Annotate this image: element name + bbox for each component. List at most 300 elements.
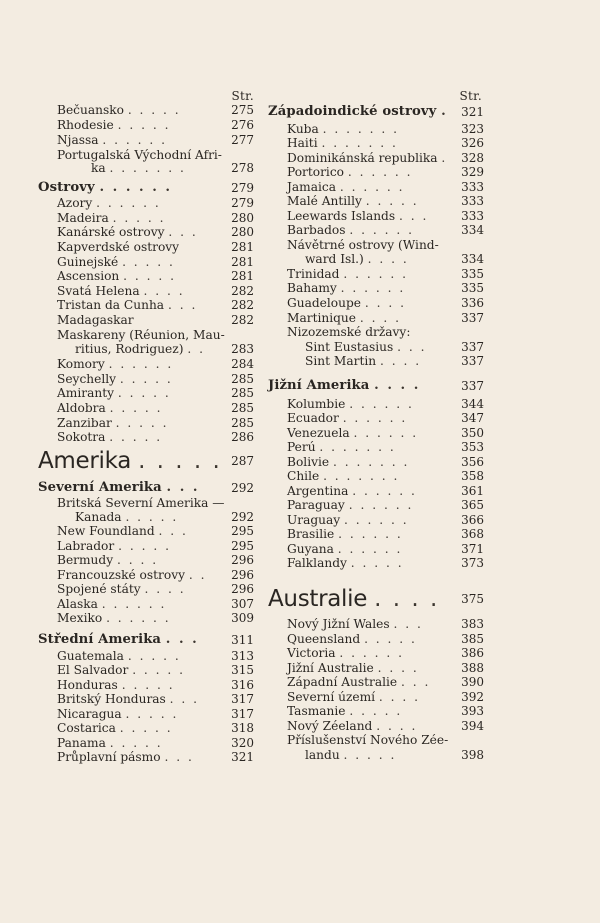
toc-leader-dots: . . . . . <box>117 386 171 400</box>
toc-leader-dots: . . . <box>399 209 429 223</box>
toc-page-number: 278 <box>231 161 254 175</box>
toc-entry-title <box>305 748 396 763</box>
toc-entry-text: Argentina <box>287 484 349 498</box>
toc-leader-dots: . . . . . <box>119 372 173 386</box>
toc-entry-title <box>287 267 408 282</box>
toc-entry-text: Haiti <box>287 136 318 150</box>
toc-entry-text: Britská Severní Amerika — <box>57 496 225 510</box>
toc-page-number: 313 <box>231 649 254 663</box>
page-column-header: Str. <box>231 89 254 103</box>
toc-leader-dots: . . . <box>165 632 199 647</box>
toc-page-number: 317 <box>231 707 254 721</box>
toc-leader-dots: . . . . . <box>365 194 419 208</box>
toc-entry-title <box>268 379 420 394</box>
toc-leader-dots: . . . . . <box>125 510 179 524</box>
toc-entry-title <box>38 481 200 496</box>
toc-entry-text: Labrador <box>57 539 115 553</box>
toc-entry-title <box>287 733 448 748</box>
toc-page-number: 275 <box>231 103 254 117</box>
toc-entry-title <box>287 426 418 441</box>
toc-leader-dots: . . <box>187 342 205 356</box>
toc-entry-title <box>57 118 171 133</box>
toc-leader-dots: . . . . . <box>349 704 403 718</box>
toc-leader-dots: . . . . . <box>132 663 186 677</box>
toc-entry-text: Svatá Helena <box>57 284 140 298</box>
toc-entry-text: Falklandy <box>287 556 347 570</box>
toc-leader-dots: . . . . . <box>118 539 171 553</box>
toc-leader-dots: . . . . . <box>138 448 222 474</box>
toc-entry-title <box>287 675 430 690</box>
toc-page-number: 296 <box>231 553 254 567</box>
toc-entry-title <box>305 354 421 369</box>
toc-entry-title <box>57 692 199 707</box>
toc-entry-title <box>57 240 179 255</box>
toc-entry-text: Rhodesie <box>57 118 114 132</box>
toc-entry-title <box>287 281 405 296</box>
toc-entry-text: Madeira <box>57 211 109 225</box>
toc-leader-dots: . . . . . . . <box>109 161 186 175</box>
toc-entry-title <box>57 597 166 612</box>
toc-entry-text: Panama <box>57 736 106 750</box>
toc-entry-title <box>57 524 188 539</box>
toc-leader-dots: . . . . . <box>122 255 175 269</box>
toc-entry-text: Ecuador <box>287 411 339 425</box>
toc-entry-text: Tasmanie <box>287 704 346 718</box>
toc-entry-title <box>287 469 399 484</box>
toc-page-number: 335 <box>461 267 484 281</box>
toc-entry-text: Nicaragua <box>57 707 122 721</box>
toc-page-number: 317 <box>231 692 254 706</box>
toc-entry-text: Malé Antilly <box>287 194 362 208</box>
toc-leader-dots: . . . . . . <box>337 542 403 556</box>
toc-entry-title <box>287 209 428 224</box>
toc-page-number: 326 <box>461 136 484 150</box>
toc-entry-title <box>57 663 185 678</box>
toc-page-number: 333 <box>461 209 484 223</box>
toc-page-number: 280 <box>231 211 254 225</box>
toc-page-number: 284 <box>231 357 254 371</box>
toc-entry-text: Kapverdské ostrovy <box>57 240 180 254</box>
toc-entry-text: Nový Jižní Wales <box>287 617 390 631</box>
toc-leader-dots: . . . . . <box>125 707 179 721</box>
toc-entry-title <box>57 416 169 431</box>
toc-entry-text: Barbados <box>287 223 346 237</box>
toc-leader-dots: . . . . <box>359 311 401 325</box>
toc-entry-title <box>268 105 448 120</box>
toc-leader-dots: . . . . . . <box>339 646 405 660</box>
toc-entry-text: Nový Zéeland <box>287 719 373 733</box>
toc-leader-dots: . . . . . <box>350 556 404 570</box>
toc-entry-title <box>287 704 402 719</box>
toc-leader-dots: . . . . . <box>123 269 177 283</box>
toc-entry-title <box>287 455 409 470</box>
toc-entry-text: Kuba <box>287 122 319 136</box>
toc-leader-dots: . . . . . . <box>349 223 415 237</box>
toc-entry-text: Severní území <box>287 690 376 704</box>
toc-entry-title <box>57 284 185 299</box>
toc-page-number: 285 <box>231 386 254 400</box>
toc-page-number: 323 <box>461 122 484 136</box>
toc-page-number: 383 <box>461 617 484 631</box>
toc-leader-dots: . . . . . <box>127 649 181 663</box>
toc-page-number: 280 <box>231 225 254 239</box>
toc-page-number: 371 <box>461 542 484 556</box>
toc-page-number: 285 <box>231 401 254 415</box>
toc-entry-title <box>57 568 206 583</box>
toc-entry-text: Sint Eustasius <box>305 340 394 354</box>
toc-entry-text: Severní Amerika <box>38 480 162 495</box>
toc-entry-title <box>287 136 398 151</box>
toc-leader-dots: . . . . . . <box>349 397 414 411</box>
toc-page-number: 279 <box>231 196 254 210</box>
toc-entry-text: Návětrné ostrovy (Wind- <box>287 238 439 252</box>
toc-leader-dots: . . <box>188 568 207 582</box>
toc-entry-text: Sint Martin <box>305 354 377 368</box>
toc-page-number: 335 <box>461 281 484 295</box>
toc-entry-text: ritius, Rodriguez) <box>75 342 184 356</box>
toc-leader-dots: . . . . . <box>115 416 169 430</box>
toc-leader-dots: . . . . . . <box>96 196 161 210</box>
toc-leader-dots: . . . <box>169 692 200 706</box>
toc-page-number: 287 <box>231 454 254 468</box>
toc-leader-dots: . . . . . . <box>353 426 419 440</box>
toc-entry-title <box>75 342 205 357</box>
toc-leader-dots: . . . . <box>376 719 418 733</box>
toc-entry-title <box>287 632 417 647</box>
toc-leader-dots: . . . . . . . <box>319 440 396 454</box>
toc-page-number: 392 <box>461 690 484 704</box>
toc-entry-title <box>287 397 414 412</box>
toc-entry-title <box>57 750 194 765</box>
toc-entry-text: Příslušenství Nového Zée- <box>287 733 449 747</box>
toc-page-number: 277 <box>231 133 254 147</box>
toc-leader-dots: . . . <box>168 225 198 239</box>
toc-entry-text: landu <box>305 748 340 762</box>
toc-leader-dots: . . . . . . <box>343 267 408 281</box>
toc-entry-title <box>287 440 396 455</box>
toc-entry-title <box>287 617 423 632</box>
toc-entry-text: Kolumbie <box>287 397 346 411</box>
toc-entry-text: Amiranty <box>57 386 114 400</box>
toc-page-number: 386 <box>461 646 484 660</box>
toc-leader-dots: . . . . <box>377 661 419 675</box>
toc-leader-dots: . . . . <box>116 553 159 567</box>
toc-entry-text: Kanárské ostrovy <box>57 225 165 239</box>
toc-entry-title <box>57 255 175 270</box>
toc-entry-title <box>57 357 173 372</box>
toc-entry-text: Zanzibar <box>57 416 112 430</box>
toc-page-number: 344 <box>461 397 484 411</box>
toc-leader-dots: . . . . . . <box>347 165 413 179</box>
toc-page-number: 333 <box>461 180 484 194</box>
toc-leader-dots: . . . . . . <box>340 281 406 295</box>
toc-page-number: 336 <box>461 296 484 310</box>
toc-page-number: 296 <box>231 568 254 582</box>
toc-entry-title <box>75 510 178 525</box>
toc-entry-text: New Foundland <box>57 524 155 538</box>
toc-leader-dots: . . . . . . . <box>323 469 400 483</box>
toc-leader-dots: . . . . . . <box>348 498 414 512</box>
toc-entry-title <box>57 401 162 416</box>
toc-entry-title <box>57 211 166 226</box>
toc-page-number: 282 <box>231 284 254 298</box>
toc-leader-dots: . . . . . <box>364 632 417 646</box>
toc-entry-text: Aldobra <box>57 401 106 415</box>
toc-entry-title <box>287 296 406 311</box>
toc-page-number: 296 <box>231 582 254 596</box>
toc-page-number: 295 <box>231 539 254 553</box>
toc-page-number: 292 <box>231 510 254 524</box>
toc-entry-text: Jižní Amerika <box>268 378 370 393</box>
toc-leader-dots: . . . . . . <box>344 513 409 527</box>
toc-leader-dots: . . . . . . <box>342 411 408 425</box>
toc-entry-text: Bečuansko <box>57 103 124 117</box>
toc-entry-text: Venezuela <box>287 426 350 440</box>
toc-entry-text: Portorico <box>287 165 344 179</box>
toc-page-number: 318 <box>231 721 254 735</box>
toc-entry-text: Njassa <box>57 133 99 147</box>
toc-page-number: 393 <box>461 704 484 718</box>
toc-entry-text: Západoindické ostrovy <box>268 104 437 119</box>
toc-page-number: 320 <box>231 736 254 750</box>
toc-leader-dots: . . . . <box>379 354 422 368</box>
toc-entry-text: Bolivie <box>287 455 330 469</box>
toc-leader-dots: . . . . . . <box>101 597 167 611</box>
toc-leader-dots: . . . . <box>143 284 185 298</box>
toc-leader-dots: . . . . . . . <box>321 136 398 150</box>
toc-entry-text: Brasilie <box>287 527 335 541</box>
toc-entry-title <box>287 646 404 661</box>
toc-leader-dots: . . . . . . <box>108 357 174 371</box>
toc-entry-title <box>287 527 403 542</box>
toc-leader-dots: . . . . <box>364 296 406 310</box>
toc-page-number: 276 <box>231 118 254 132</box>
toc-entry-title <box>57 313 134 328</box>
toc-entry-title <box>305 252 409 267</box>
toc-leader-dots: . . . . . . <box>99 180 172 195</box>
toc-page-number: 373 <box>461 556 484 570</box>
toc-page-number: 285 <box>231 416 254 430</box>
toc-page-number: 356 <box>461 455 484 469</box>
toc-page-number: 286 <box>231 430 254 444</box>
toc-entry-title <box>287 122 399 137</box>
toc-entry-title <box>57 553 158 568</box>
toc-entry-title <box>57 582 186 597</box>
toc-entry-text: Tristan da Cunha <box>57 298 165 312</box>
toc-leader-dots: . . . . . <box>127 103 181 117</box>
toc-entry-title <box>57 707 178 722</box>
toc-leader-dots: . . . <box>393 617 423 631</box>
toc-entry-text: Chile <box>287 469 320 483</box>
toc-entry-text: Guyana <box>287 542 334 556</box>
toc-leader-dots: . . . . . <box>109 736 163 750</box>
toc-entry-text: Nizozemské državy: <box>287 325 411 339</box>
toc-page-number: 347 <box>461 411 484 425</box>
toc-entry-title <box>305 340 427 355</box>
toc-entry-title <box>287 411 407 426</box>
toc-entry-title <box>287 223 414 238</box>
toc-page-number: 282 <box>231 298 254 312</box>
toc-page-number: 361 <box>461 484 484 498</box>
toc-entry-text: Spojené státy <box>57 582 141 596</box>
toc-leader-dots: . . . <box>167 298 198 312</box>
toc-entry-text: Portugalská Východní Afri- <box>57 148 222 162</box>
toc-entry-text: Trinidad <box>287 267 340 281</box>
toc-leader-dots: . . . <box>397 340 427 354</box>
toc-leader-dots: . . . <box>401 675 431 689</box>
toc-entry-text: Jamaica <box>287 180 336 194</box>
toc-entry-text: Martinique <box>287 311 356 325</box>
toc-entry-text: Bahamy <box>287 281 337 295</box>
toc-entry-title <box>57 328 225 343</box>
toc-entry-text: Amerika <box>38 448 132 474</box>
toc-entry-text: Sokotra <box>57 430 106 444</box>
toc-page-number: 366 <box>461 513 484 527</box>
toc-leader-dots: . . . . . . . <box>332 455 410 469</box>
toc-leader-dots: . . . . <box>367 252 409 266</box>
toc-entry-text: Guinejské <box>57 255 119 269</box>
toc-entry-title <box>287 165 413 180</box>
toc-page-number: 311 <box>231 633 254 647</box>
toc-page-number: 329 <box>461 165 484 179</box>
toc-entry-text: Střední Amerika <box>38 632 162 647</box>
toc-entry-title <box>268 586 440 612</box>
toc-leader-dots: . . . . . <box>121 678 175 692</box>
toc-entry-text: Alaska <box>57 597 98 611</box>
toc-entry-title <box>57 269 176 284</box>
toc-page-number: 337 <box>461 311 484 325</box>
toc-leader-dots: . . . . . . <box>106 611 171 625</box>
toc-entry-text: Seychelly <box>57 372 117 386</box>
toc-leader-dots: . . . . . . . <box>322 122 400 136</box>
toc-page-number: 365 <box>461 498 484 512</box>
toc-leader-dots: . <box>441 151 448 165</box>
toc-entry-title <box>287 151 447 166</box>
toc-entry-title <box>287 180 404 195</box>
toc-entry-title <box>287 513 409 528</box>
toc-page-number: 368 <box>461 527 484 541</box>
toc-entry-text: Honduras <box>57 678 118 692</box>
toc-entry-text: Ostrovy <box>38 180 95 195</box>
toc-entry-text: Britský Honduras <box>57 692 166 706</box>
toc-entry-text: Západní Australie <box>287 675 398 689</box>
toc-entry-title <box>287 498 413 513</box>
toc-entry-title <box>287 484 417 499</box>
toc-entry-text: Australie <box>268 586 368 612</box>
toc-entry-title <box>57 678 175 693</box>
toc-page-number: 307 <box>231 597 254 611</box>
toc-entry-text: Mexiko <box>57 611 103 625</box>
toc-page-number: 281 <box>231 255 254 269</box>
toc-entry-title <box>57 298 197 313</box>
toc-leader-dots: . . . . . <box>109 401 163 415</box>
toc-page-number: 281 <box>231 240 254 254</box>
toc-entry-title <box>57 372 173 387</box>
toc-entry-title <box>38 633 199 648</box>
toc-page-number: 282 <box>231 313 254 327</box>
toc-entry-text: Leewards Islands <box>287 209 396 223</box>
toc-entry-title <box>57 196 161 211</box>
toc-entry-text: Kanada <box>75 510 122 524</box>
toc-entry-text: Maskareny (Réunion, Mau- <box>57 328 225 342</box>
toc-page-number: 398 <box>461 748 484 762</box>
toc-page-number: 390 <box>461 675 484 689</box>
toc-entry-text: Uraguay <box>287 513 341 527</box>
toc-leader-dots: . . . <box>164 750 194 764</box>
toc-page-number: 394 <box>461 719 484 733</box>
toc-entry-title <box>57 225 198 240</box>
toc-entry-text: ka <box>91 161 106 175</box>
toc-entry-title <box>57 736 163 751</box>
toc-leader-dots: . <box>441 104 448 119</box>
toc-entry-text: Guatemala <box>57 649 124 663</box>
toc-entry-text: Queensland <box>287 632 361 646</box>
toc-entry-title <box>57 649 181 664</box>
toc-entry-title <box>57 103 181 118</box>
toc-entry-text: Jižní Australie <box>287 661 374 675</box>
toc-leader-dots: . . . . . <box>119 721 173 735</box>
toc-page-number: 283 <box>231 342 254 356</box>
toc-page-number: 295 <box>231 524 254 538</box>
toc-leader-dots: . . . . . <box>343 748 397 762</box>
toc-entry-title <box>91 161 186 176</box>
toc-entry-text: ward Isl.) <box>305 252 364 266</box>
toc-page-number: 309 <box>231 611 254 625</box>
toc-entry-title <box>57 496 224 511</box>
toc-entry-title <box>287 311 401 326</box>
toc-entry-title <box>57 430 162 445</box>
toc-page-number: 388 <box>461 661 484 675</box>
toc-entry-title <box>287 194 419 209</box>
toc-leader-dots: . . . <box>158 524 188 538</box>
toc-page-number: 321 <box>461 105 484 119</box>
toc-page-number: 375 <box>461 592 484 606</box>
toc-entry-text: Victoria <box>287 646 336 660</box>
toc-page-number: 353 <box>461 440 484 454</box>
toc-entry-title <box>287 542 402 557</box>
toc-page-number: 328 <box>461 151 484 165</box>
toc-page-number: 333 <box>461 194 484 208</box>
toc-entry-title <box>287 690 420 705</box>
toc-entry-title <box>57 539 171 554</box>
toc-entry-text: Costarica <box>57 721 116 735</box>
toc-entry-title <box>38 448 222 474</box>
toc-entry-title <box>57 611 171 626</box>
toc-page-number: 350 <box>461 426 484 440</box>
toc-entry-text: Průplavní pásmo <box>57 750 161 764</box>
toc-entry-text: Komory <box>57 357 105 371</box>
toc-page-number: 337 <box>461 379 484 393</box>
toc-entry-title <box>287 719 417 734</box>
toc-entry-text: Dominikánská republika <box>287 151 438 165</box>
toc-page-number: 385 <box>461 632 484 646</box>
toc-entry-title <box>57 386 171 401</box>
toc-leader-dots: . . . . <box>374 378 421 393</box>
toc-entry-title <box>287 325 410 340</box>
toc-page-number: 279 <box>231 181 254 195</box>
toc-entry-text: El Salvador <box>57 663 129 677</box>
toc-entry-text: Paraguay <box>287 498 345 512</box>
toc-leader-dots: . . . . <box>374 586 440 612</box>
toc-leader-dots: . . . . . <box>112 211 166 225</box>
toc-leader-dots: . . . . <box>378 690 421 704</box>
toc-page-number: 337 <box>461 354 484 368</box>
toc-entry-title <box>287 556 404 571</box>
page-column-header: Str. <box>459 89 482 103</box>
toc-leader-dots: . . . . . . <box>339 180 405 194</box>
toc-leader-dots: . . . . . . <box>352 484 417 498</box>
toc-entry-title <box>287 661 419 676</box>
